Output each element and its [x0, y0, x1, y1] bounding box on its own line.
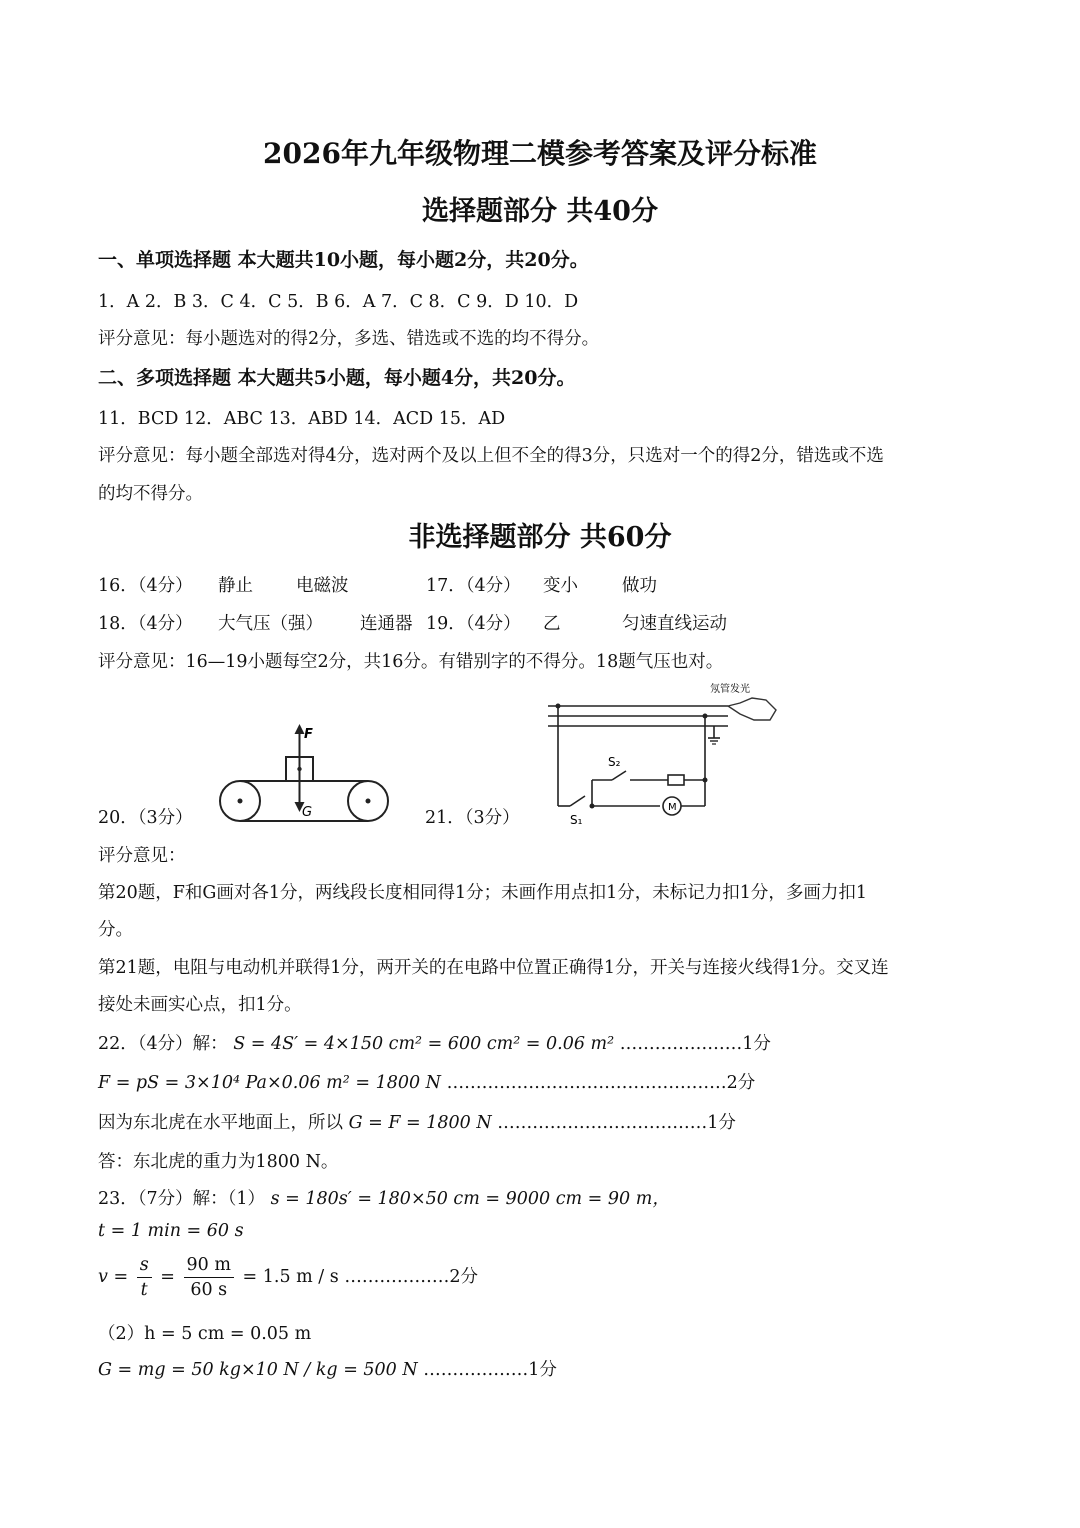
notes20-21-title: 评分意见：: [98, 846, 186, 866]
junction-neutral: [703, 714, 708, 719]
q23-fraction-st: [137, 1253, 152, 1302]
s2-label: S₂: [608, 755, 621, 769]
q21-circuit-diagram: [540, 676, 790, 826]
q16-answer-b: 电磁波: [296, 576, 349, 596]
q23-eq-sign: =: [160, 1267, 175, 1287]
q16-answer-a: 静止: [218, 576, 253, 596]
q23-line2: t = 1 min = 60 s: [98, 1221, 244, 1241]
q17-answer-b: 做功: [622, 576, 657, 596]
q23-frac-num: 90 m: [184, 1253, 234, 1278]
sec1-heading: 一、单项选择题 本大题共10小题，每小题2分，共20分。: [98, 249, 589, 271]
q18-label: 18．（4分）: [98, 614, 193, 634]
neon-label: 氖管发光: [710, 684, 750, 695]
q22-score3: ………………………………1分: [497, 1113, 736, 1133]
q18-answer-b: 连通器: [360, 614, 413, 634]
left-roller-axle: [238, 799, 243, 804]
q23-eq1: s = 180s′ = 180×50 cm = 9000 cm = 90 m，: [270, 1189, 670, 1209]
q23-result: = 1.5 m / s: [242, 1267, 339, 1287]
junction-live: [556, 704, 561, 709]
resistor-icon: [668, 775, 684, 785]
q17-label: 17．（4分）: [426, 576, 521, 596]
q23-line1: [98, 1185, 670, 1210]
s2-blade: [612, 771, 626, 780]
q22-line3: [98, 1109, 736, 1134]
part1-title: 选择题部分 共40分: [422, 196, 658, 227]
s1-label: S₁: [570, 813, 583, 826]
right-roller-axle: [366, 799, 371, 804]
sec1-note: 评分意见：每小题选对的得2分，多选、错选或不选的均不得分。: [98, 329, 600, 349]
q20-note-line1: 第20题，F和G画对各1分，两线段长度相同得1分；未画作用点扣1分，未标记力扣1分，多画力扣1: [98, 883, 868, 903]
q23-frac-den: 60 s: [190, 1280, 228, 1300]
q22-score2: …………………………………………2分: [446, 1073, 756, 1093]
junction-left: [590, 804, 595, 809]
q23-line3: [98, 1253, 478, 1302]
part2-title: 非选择题部分 共60分: [408, 522, 672, 553]
q23-score1: ………………2分: [344, 1267, 478, 1287]
q22-text3: 因为东北虎在水平地面上，所以: [98, 1113, 343, 1133]
q17-answer-a: 变小: [543, 576, 578, 596]
q23-frac-t: t: [140, 1280, 148, 1300]
q23-frac-s: s: [137, 1253, 152, 1278]
q19-answer-b: 匀速直线运动: [622, 614, 727, 634]
sec2-note-line2: 的均不得分。: [98, 484, 203, 504]
q21-note-line2: 接处未画实心点，扣1分。: [98, 995, 302, 1015]
answer-row-16-17: [98, 572, 998, 596]
motor-label: M: [668, 802, 677, 813]
junction-right: [703, 778, 708, 783]
q19-answer-a: 乙: [543, 614, 561, 634]
force-f-label: F: [304, 727, 313, 742]
q20-label: 20．（3分）: [98, 808, 193, 828]
q22-eq1: S = 4S′ = 4×150 cm² = 600 cm² = 0.06 m²: [233, 1034, 615, 1054]
q20-note-line2: 分。: [98, 920, 133, 940]
q16-19-note: 评分意见：16—19小题每空2分，共16分。有错别字的不得分。18题气压也对。: [98, 652, 724, 672]
q19-label: 19．（4分）: [426, 614, 521, 634]
q23-prefix: 23．（7分）解：（1）: [98, 1189, 266, 1209]
page-title: 2026年九年级物理二模参考答案及评分标准: [263, 137, 817, 170]
q23-fraction-values: [184, 1253, 234, 1302]
sec2-heading: 二、多项选择题 本大题共5小题，每小题4分，共20分。: [98, 367, 576, 389]
s1-blade: [570, 796, 585, 806]
q22-prefix: 22．（4分）解：: [98, 1034, 228, 1054]
sec1-answers: 1．A 2．B 3．C 4．C 5．B 6．A 7．C 8．C 9．D 10．D: [98, 292, 579, 312]
tester-pen-hand-icon: [728, 698, 776, 720]
q22-eq2: F = pS = 3×10⁴ Pa×0.06 m² = 1800 N: [98, 1073, 441, 1093]
q20-conveyor-diagram: [210, 718, 400, 828]
q22-score1: …………………1分: [619, 1034, 771, 1054]
q23-score2: ………………1分: [423, 1360, 557, 1380]
sec2-note-line1: 评分意见：每小题全部选对得4分，选对两个及以上但不全的得3分，只选对一个的得2分，错选或不选: [98, 446, 884, 466]
q22-eq3: G = F = 1800 N: [348, 1113, 492, 1133]
q22-answer: 答：东北虎的重力为1800 N。: [98, 1152, 339, 1172]
q23-line5: [98, 1356, 557, 1381]
q23-line4: （2）h = 5 cm = 0.05 m: [98, 1324, 312, 1344]
q23-eq5: G = mg = 50 kg×10 N / kg = 500 N: [98, 1360, 418, 1380]
q22-line1: [98, 1030, 771, 1055]
force-g-label: G: [302, 805, 313, 820]
q21-label: 21．（3分）: [425, 808, 520, 828]
q16-label: 16．（4分）: [98, 576, 193, 596]
q22-line2: [98, 1069, 755, 1094]
q21-note-line1: 第21题，电阻与电动机并联得1分，两开关的在电路中位置正确得1分，开关与连接火线得1分。交叉连: [98, 958, 889, 978]
sec2-answers: 11．BCD 12．ABC 13．ABD 14．ACD 15．AD: [98, 409, 506, 429]
q23-v: v =: [98, 1267, 129, 1287]
q18-answer-a: 大气压（强）: [218, 614, 323, 634]
force-f-arrowhead: [295, 724, 305, 734]
answer-row-18-19: [98, 610, 998, 634]
